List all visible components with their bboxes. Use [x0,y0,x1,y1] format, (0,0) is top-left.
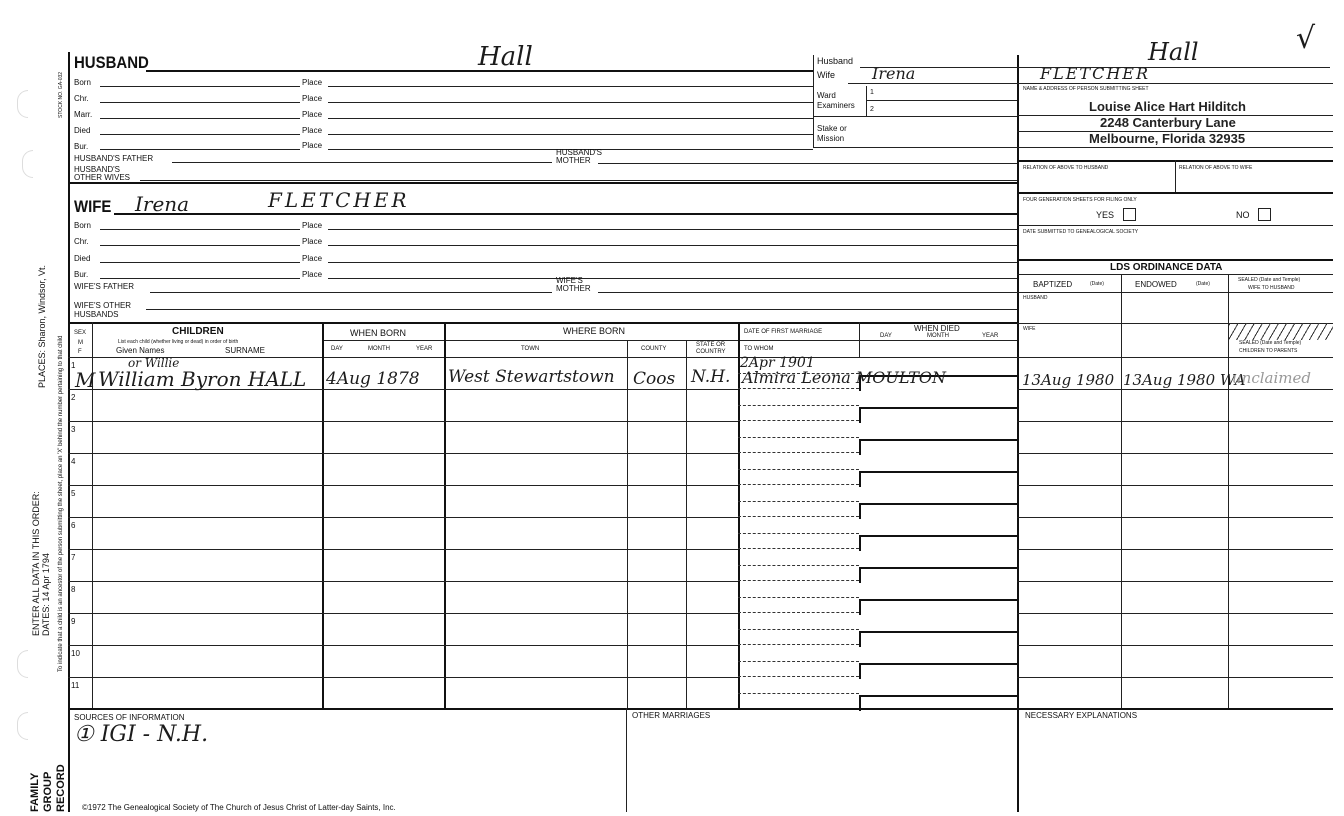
born-day-header: DAY [331,346,343,352]
lds-col-1 [1121,274,1122,708]
wife-summary-line-right [1017,83,1333,84]
marriage-spouse-line [738,452,859,453]
husband-born-place-label: Place [302,78,323,87]
row-divider [68,549,738,550]
first-marriage-underline [738,340,859,341]
row-number: 5 [71,489,76,498]
examiners-label: Examiners [817,101,855,110]
date-submitted-label: DATE SUBMITTED TO GENEALOGICAL SOCIETY [1023,229,1139,235]
wife-mother-label-1: WIFE'S [556,276,583,285]
row-divider [68,645,738,646]
lds-col-2 [1228,274,1229,708]
died-box [859,567,1019,583]
dates-note: DATES: 14 Apr 1794 [41,553,51,636]
marriage-spouse-line [738,580,859,581]
wife-bur-line [100,278,300,279]
state-header-2: COUNTRY [696,349,726,355]
lds-title: LDS ORDINANCE DATA [1110,262,1223,273]
wife-block-bottom [68,322,1017,324]
stake-label-1: Stake or [817,124,847,133]
husband-chr-place-line [328,102,813,103]
husband-father-label: HUSBAND'S FATHER [74,154,154,163]
relation-wife-label: RELATION OF ABOVE TO WIFE [1179,165,1253,171]
died-box [859,439,1019,455]
stake-label-2: Mission [817,134,845,143]
wife-title: WIFE [74,197,112,216]
child1-sealed: unclaimed [1232,369,1311,387]
lds-sealed-children-2: CHILDREN TO PARENTS [1239,348,1298,354]
wife-died-line [100,262,300,263]
husband-bur-line [100,149,300,150]
marriage-spouse-line [738,388,859,389]
ward-label: Ward [817,91,836,100]
wife-chr-label: Chr. [74,237,89,246]
row-number: 6 [71,521,76,530]
row-number: 11 [71,681,80,690]
wife-summary-label: Wife [817,70,835,80]
child1-endowed: 13Aug 1980 WA [1123,371,1246,389]
wife-father-label: WIFE'S FATHER [74,282,135,291]
sex-f: F [78,349,82,355]
examiners-divider [866,86,867,116]
marriage-spouse-line [738,420,859,421]
sex-m: M [78,340,83,346]
row-divider-lds [1017,517,1333,518]
yes-checkbox[interactable] [1123,208,1136,221]
submitter-line-2 [1017,131,1333,132]
marriage-spouse-line [738,484,859,485]
submitter-name: Louise Alice Hart Hilditch [1089,99,1246,114]
marriage-date-line [738,437,859,438]
husband-marr-line [100,118,300,119]
died-month-header: MONTH [927,333,949,339]
husband-bur-label: Bur. [74,142,89,151]
footer-divider [626,708,627,812]
wife-mother-label-2: MOTHER [556,284,591,293]
relation-divider [1175,160,1176,192]
row-divider-lds [1017,453,1333,454]
marriage-date-line [738,661,859,662]
row-divider-lds [1017,549,1333,550]
husband-block-bottom [68,182,1017,184]
row-number: 2 [71,393,76,402]
row-number: 10 [71,649,80,658]
checkmark-handwritten: √ [1296,21,1316,56]
town-header: TOWN [521,346,540,352]
husband-died-line [100,134,300,135]
when-born-underline [322,340,444,341]
wife-born-place-label: Place [302,221,323,230]
examiner-2: 2 [870,106,874,113]
to-whom-header: TO WHOM [744,346,774,352]
lds-endowed-label: ENDOWED [1135,280,1177,289]
examiner-2-line [813,116,1017,117]
wife-died-place-line [328,262,1017,263]
wife-summary-line [848,83,1017,84]
lds-endowed-date-label: (Date) [1196,281,1210,287]
given-names-header: Given Names [116,346,165,355]
other-marriages-label: OTHER MARRIAGES [632,711,711,720]
wife-other-label-2: HUSBANDS [74,310,119,319]
wife-bur-label: Bur. [74,270,89,279]
husband-chr-line [100,102,300,103]
died-box [859,535,1019,551]
row-divider-lds [1017,645,1333,646]
husband-chr-place-label: Place [302,94,323,103]
submitter-line-3 [1017,147,1333,148]
wife-mother-line [598,292,1017,293]
born-year-header: YEAR [416,346,433,352]
col-county [627,340,628,708]
row-divider-lds [1017,485,1333,486]
row-divider [68,421,738,422]
died-box [859,471,1019,487]
sex-header: SEX [74,330,87,336]
row-divider [68,677,738,678]
ancestor-note: To indicate that a child is an ancestor of the person submitting the sheet, place an 'X' behind the number pertaining to that child [58,335,64,672]
row-divider-lds [1017,613,1333,614]
marriage-spouse-line [738,612,859,613]
row-divider [68,613,738,614]
binder-hole [17,90,28,118]
wife-born-line [100,229,300,230]
row-divider-lds [1017,677,1333,678]
first-marriage-header: DATE OF FIRST MARRIAGE [744,329,823,335]
row-divider-lds [1017,421,1333,422]
sources-label: SOURCES OF INFORMATION [74,713,185,722]
husband-info-divider [813,55,814,147]
husband-chr-label: Chr. [74,94,89,103]
lds-title-bottom [1017,274,1333,275]
husband-born-line [100,86,300,87]
husband-name-line [146,70,813,72]
lds-sealed-children-1: SEALED (Date and Temple) [1239,340,1302,346]
child1-name: William Byron HALL [98,367,307,391]
row-number: 1 [71,361,76,370]
row-number: 4 [71,457,76,466]
husband-surname-handwritten: Hall [478,42,533,72]
date-submitted-bottom [1017,259,1333,261]
row-divider [68,581,738,582]
four-gen-label: FOUR GENERATION SHEETS FOR FILING ONLY [1023,197,1137,203]
child1-town: West Stewartstown [448,367,615,387]
no-checkbox[interactable] [1258,208,1271,221]
died-box [859,407,1019,423]
when-born-header: WHEN BORN [350,328,406,338]
husband-summary-surname-handwritten: Hall [1148,38,1199,66]
marriage-date-line [738,469,859,470]
husband-info-bottom-line [813,147,1017,148]
state-header-1: STATE OR [696,342,726,348]
row-divider [68,453,738,454]
sources-handwritten: ① IGI - N.H. [74,722,209,747]
marriage-date-line [738,565,859,566]
binder-hole [17,650,28,678]
children-list-note: List each child (whether living or dead) in order of birth [118,339,239,345]
lds-header-bottom [1017,292,1333,293]
child1-state: N.H. [691,367,731,387]
col-marriage [738,322,740,708]
wife-surname-handwritten: FLETCHER [268,188,410,212]
wife-summary-given-handwritten: Irena [872,64,916,83]
marriage-date-line [738,501,859,502]
lds-sealed-label-1: SEALED (Date and Temple) [1238,277,1301,283]
explanations-label: NECESSARY EXPLANATIONS [1025,711,1138,720]
child1-sex: M [75,368,96,392]
row-divider [68,485,738,486]
child1-spouse: Almira Leona MOULTON [742,368,946,387]
wife-born-label: Born [74,221,91,230]
marriage-date-line [738,405,859,406]
husband-born-label: Born [74,78,91,87]
wife-chr-line [100,245,300,246]
row-number: 9 [71,617,76,626]
wife-summary-surname-handwritten: FLETCHER [1040,64,1150,83]
wife-father-line [150,292,552,293]
marriage-date-line [738,629,859,630]
binder-hole [22,150,33,178]
died-box [859,631,1019,647]
child1-county: Coos [633,369,676,389]
wife-chr-place-line [328,245,1017,246]
marriage-date-line [738,597,859,598]
submitter-street: 2248 Canterbury Lane [1100,115,1236,130]
children-header-bottom [68,357,1333,358]
child1-marriage-date: 2Apr 1901 [740,355,815,371]
row-number: 7 [71,553,76,562]
died-year-header: YEAR [982,333,999,339]
husband-died-place-line [328,134,813,135]
enter-all-note: ENTER ALL DATA IN THIS ORDER: [31,491,41,636]
where-born-header: WHERE BORN [563,326,626,336]
submitter-line-1 [1017,115,1333,116]
col-state [686,340,687,708]
relation-bottom [1017,192,1333,194]
children-header: CHILDREN [172,326,224,337]
husband-title: HUSBAND [74,53,149,72]
examiner-1-line [866,100,1017,101]
died-day-header: DAY [880,333,892,339]
child1-nickname: or Willie [128,356,180,370]
husband-mother-label-1: HUSBAND'S [556,148,602,157]
husband-marr-label: Marr. [74,110,93,119]
wife-born-place-line [328,229,1017,230]
stock-number: STOCK NO. GA-032 [58,71,64,118]
row-number: 3 [71,425,76,434]
no-label: NO [1236,210,1250,220]
lds-baptized-date-label: (Date) [1090,281,1104,287]
when-died-underline [859,340,1017,341]
husband-born-place-line [328,86,813,87]
marriage-spouse-line [738,548,859,549]
died-box [859,503,1019,519]
husband-marr-place-line [328,118,813,119]
wife-name-line [114,213,1017,215]
marriage-spouse-line [738,644,859,645]
copyright: ©1972 The Genealogical Society of The Church of Jesus Christ of Latter-day Saints, Inc. [82,803,396,812]
born-month-header: MONTH [368,346,390,352]
marriage-spouse-line [738,516,859,517]
relation-husband-label: RELATION OF ABOVE TO HUSBAND [1023,165,1109,171]
col-died [859,322,860,357]
wife-given-handwritten: Irena [135,192,190,216]
died-box [859,663,1019,679]
child1-baptized: 13Aug 1980 [1022,371,1115,389]
lds-husband-label: HUSBAND [1023,295,1048,301]
wife-bur-place-line [328,278,1017,279]
when-died-header: WHEN DIED [914,324,960,333]
lds-wife-label: WIFE [1023,326,1036,332]
husband-died-label: Died [74,126,91,135]
places-note: PLACES: Sharon, Windsor, Vt. [37,264,47,388]
child1-born: 4Aug 1878 [326,369,420,389]
wife-died-label: Died [74,254,91,263]
wife-other-label-1: WIFE'S OTHER [74,301,132,310]
husband-summary-label: Husband [817,56,854,66]
husband-father-line [172,162,552,163]
row-number: 8 [71,585,76,594]
husband-mother-label-2: MOTHER [556,156,591,165]
marriage-date-line [738,533,859,534]
four-gen-bottom [1017,225,1333,226]
wife-other-line [146,309,1017,310]
husband-mother-line [598,163,1017,164]
where-born-underline [444,340,738,341]
lds-sealed-label-2: WIFE TO HUSBAND [1248,285,1295,291]
examiner-1: 1 [870,89,874,96]
husband-marr-place-label: Place [302,110,323,119]
husband-other-wives-label-2: OTHER WIVES [74,173,131,182]
form-title-family: FAMILY [29,772,41,812]
husband-other-wives-label-1: HUSBAND'S [74,165,120,174]
marriage-spouse-line [738,676,859,677]
children-bottom [68,708,1333,710]
binder-hole [17,712,28,740]
submitter-label: NAME & ADDRESS OF PERSON SUBMITTING SHEET [1023,86,1149,92]
col-where-born [444,322,446,708]
husband-bur-place-label: Place [302,141,323,150]
form-title-group: GROUP [42,771,54,812]
row-divider [68,517,738,518]
left-frame-line [68,52,70,812]
submitter-city: Melbourne, Florida 32935 [1089,131,1246,146]
died-box [859,599,1019,615]
lds-baptized-label: BAPTIZED [1033,280,1073,289]
lds-hatch-box [1229,323,1333,340]
husband-other-wives-line [140,180,1017,181]
husband-died-place-label: Place [302,126,323,135]
surname-header: SURNAME [225,346,266,355]
wife-chr-place-label: Place [302,237,323,246]
row-divider-lds [1017,389,1333,390]
form-title-record: RECORD [55,764,67,812]
wife-bur-place-label: Place [302,270,323,279]
col-when-born [322,322,324,708]
marriage-date-line [738,693,859,694]
wife-died-place-label: Place [302,254,323,263]
yes-label: YES [1096,210,1115,220]
row-divider-lds [1017,581,1333,582]
county-header: COUNTY [641,346,667,352]
